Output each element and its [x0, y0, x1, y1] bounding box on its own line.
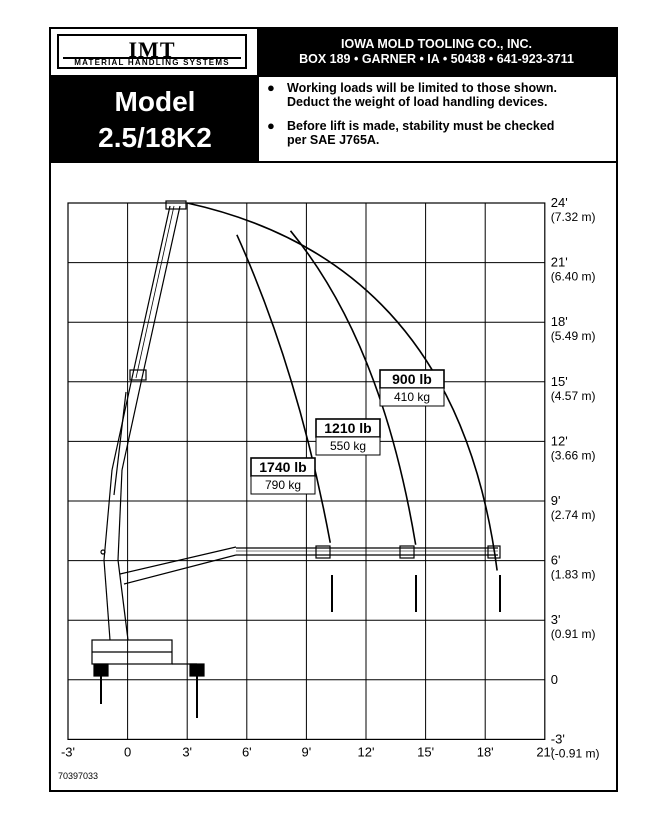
load-label: [316, 419, 380, 455]
column-right: [118, 470, 122, 560]
load-lb-text: 1210 lb: [324, 420, 372, 436]
y-tick-label-ft: 24': [550, 195, 568, 210]
x-tick-label: 18': [476, 744, 494, 760]
y-axis-ticks: [551, 195, 600, 760]
y-tick-label-m: (5.49 m): [550, 329, 596, 344]
boom-inner-line: [142, 206, 180, 378]
stabilizer-foot-left: [94, 664, 108, 676]
model-number: 2.5/18K2: [98, 122, 212, 153]
y-tick-label-ft: 15': [550, 373, 568, 389]
model-label: Model: [114, 86, 196, 117]
load-arcs: [187, 203, 497, 571]
bullet-icon: ●: [267, 80, 275, 95]
load-lb-text: 900 lb: [392, 371, 432, 387]
load-label: [380, 370, 444, 406]
load-kg-text: 550 kg: [329, 439, 367, 453]
y-tick-label-ft: 3': [550, 612, 561, 628]
y-tick-label-ft: 18': [550, 314, 568, 330]
y-tick-label-ft: 0: [550, 671, 559, 687]
y-tick-label-m: (0.91 m): [550, 627, 596, 642]
x-tick-label: 12': [357, 744, 375, 760]
bullet-icon: ●: [267, 118, 275, 133]
load-arc-3: [187, 203, 497, 571]
note-line: per SAE J765A.: [287, 133, 380, 147]
y-tick-label-m: (6.40 m): [550, 269, 596, 284]
note-line: Working loads will be limited to those shown.: [287, 81, 557, 95]
load-kg-text: 410 kg: [393, 390, 431, 404]
company-address: BOX 189 • GARNER • IA • 50438 • 641-923-3711: [299, 52, 574, 66]
document-number: 70397033: [58, 771, 99, 781]
x-tick-label: 15': [417, 744, 435, 760]
column-left: [104, 470, 112, 560]
y-tick-label-ft: -3': [550, 731, 565, 747]
x-tick-label: 9': [301, 744, 312, 760]
note-line: Before lift is made, stability must be checked: [287, 119, 555, 133]
y-tick-label-ft: 12': [550, 433, 568, 449]
y-tick-label-m: (-0.91 m): [550, 746, 600, 761]
note-line: Deduct the weight of load handling devices.: [287, 95, 548, 109]
boom-lower-inner: [122, 378, 142, 470]
company-name: IOWA MOLD TOOLING CO., INC.: [341, 37, 532, 51]
x-tick-label: 6': [241, 744, 252, 760]
y-tick-label-m: (4.57 m): [550, 388, 596, 403]
logo-tagline: MATERIAL HANDLING SYSTEMS: [74, 58, 230, 67]
load-arc-1: [237, 235, 330, 543]
y-tick-label-m: (3.66 m): [550, 448, 596, 463]
pivot-pin: [101, 550, 105, 554]
y-tick-label-m: (7.32 m): [550, 210, 596, 224]
x-tick-label: 3': [182, 744, 193, 760]
y-tick-label-ft: 21': [550, 254, 568, 270]
x-axis-ticks: [61, 744, 553, 759]
x-tick-label: -3': [60, 744, 76, 760]
x-tick-label: 21': [536, 744, 554, 760]
load-labels: [251, 370, 444, 494]
y-tick-label-ft: 6': [550, 552, 561, 568]
y-tick-label-ft: 9': [550, 493, 561, 508]
x-tick-label: 0: [123, 744, 132, 760]
lift-cylinder: [114, 392, 126, 495]
y-tick-label-m: (2.74 m): [550, 508, 596, 522]
load-lb-text: 1740 lb: [259, 459, 307, 475]
stabilizer-foot-right: [190, 664, 204, 676]
load-kg-text: 790 kg: [264, 478, 302, 492]
boom-extension-line: [136, 206, 174, 378]
logo-mark: IMT: [128, 37, 176, 62]
load-label: [251, 458, 315, 494]
column-base-left: [104, 560, 110, 640]
y-tick-label-m: (1.83 m): [550, 567, 596, 582]
boom-outer-line: [132, 206, 170, 378]
